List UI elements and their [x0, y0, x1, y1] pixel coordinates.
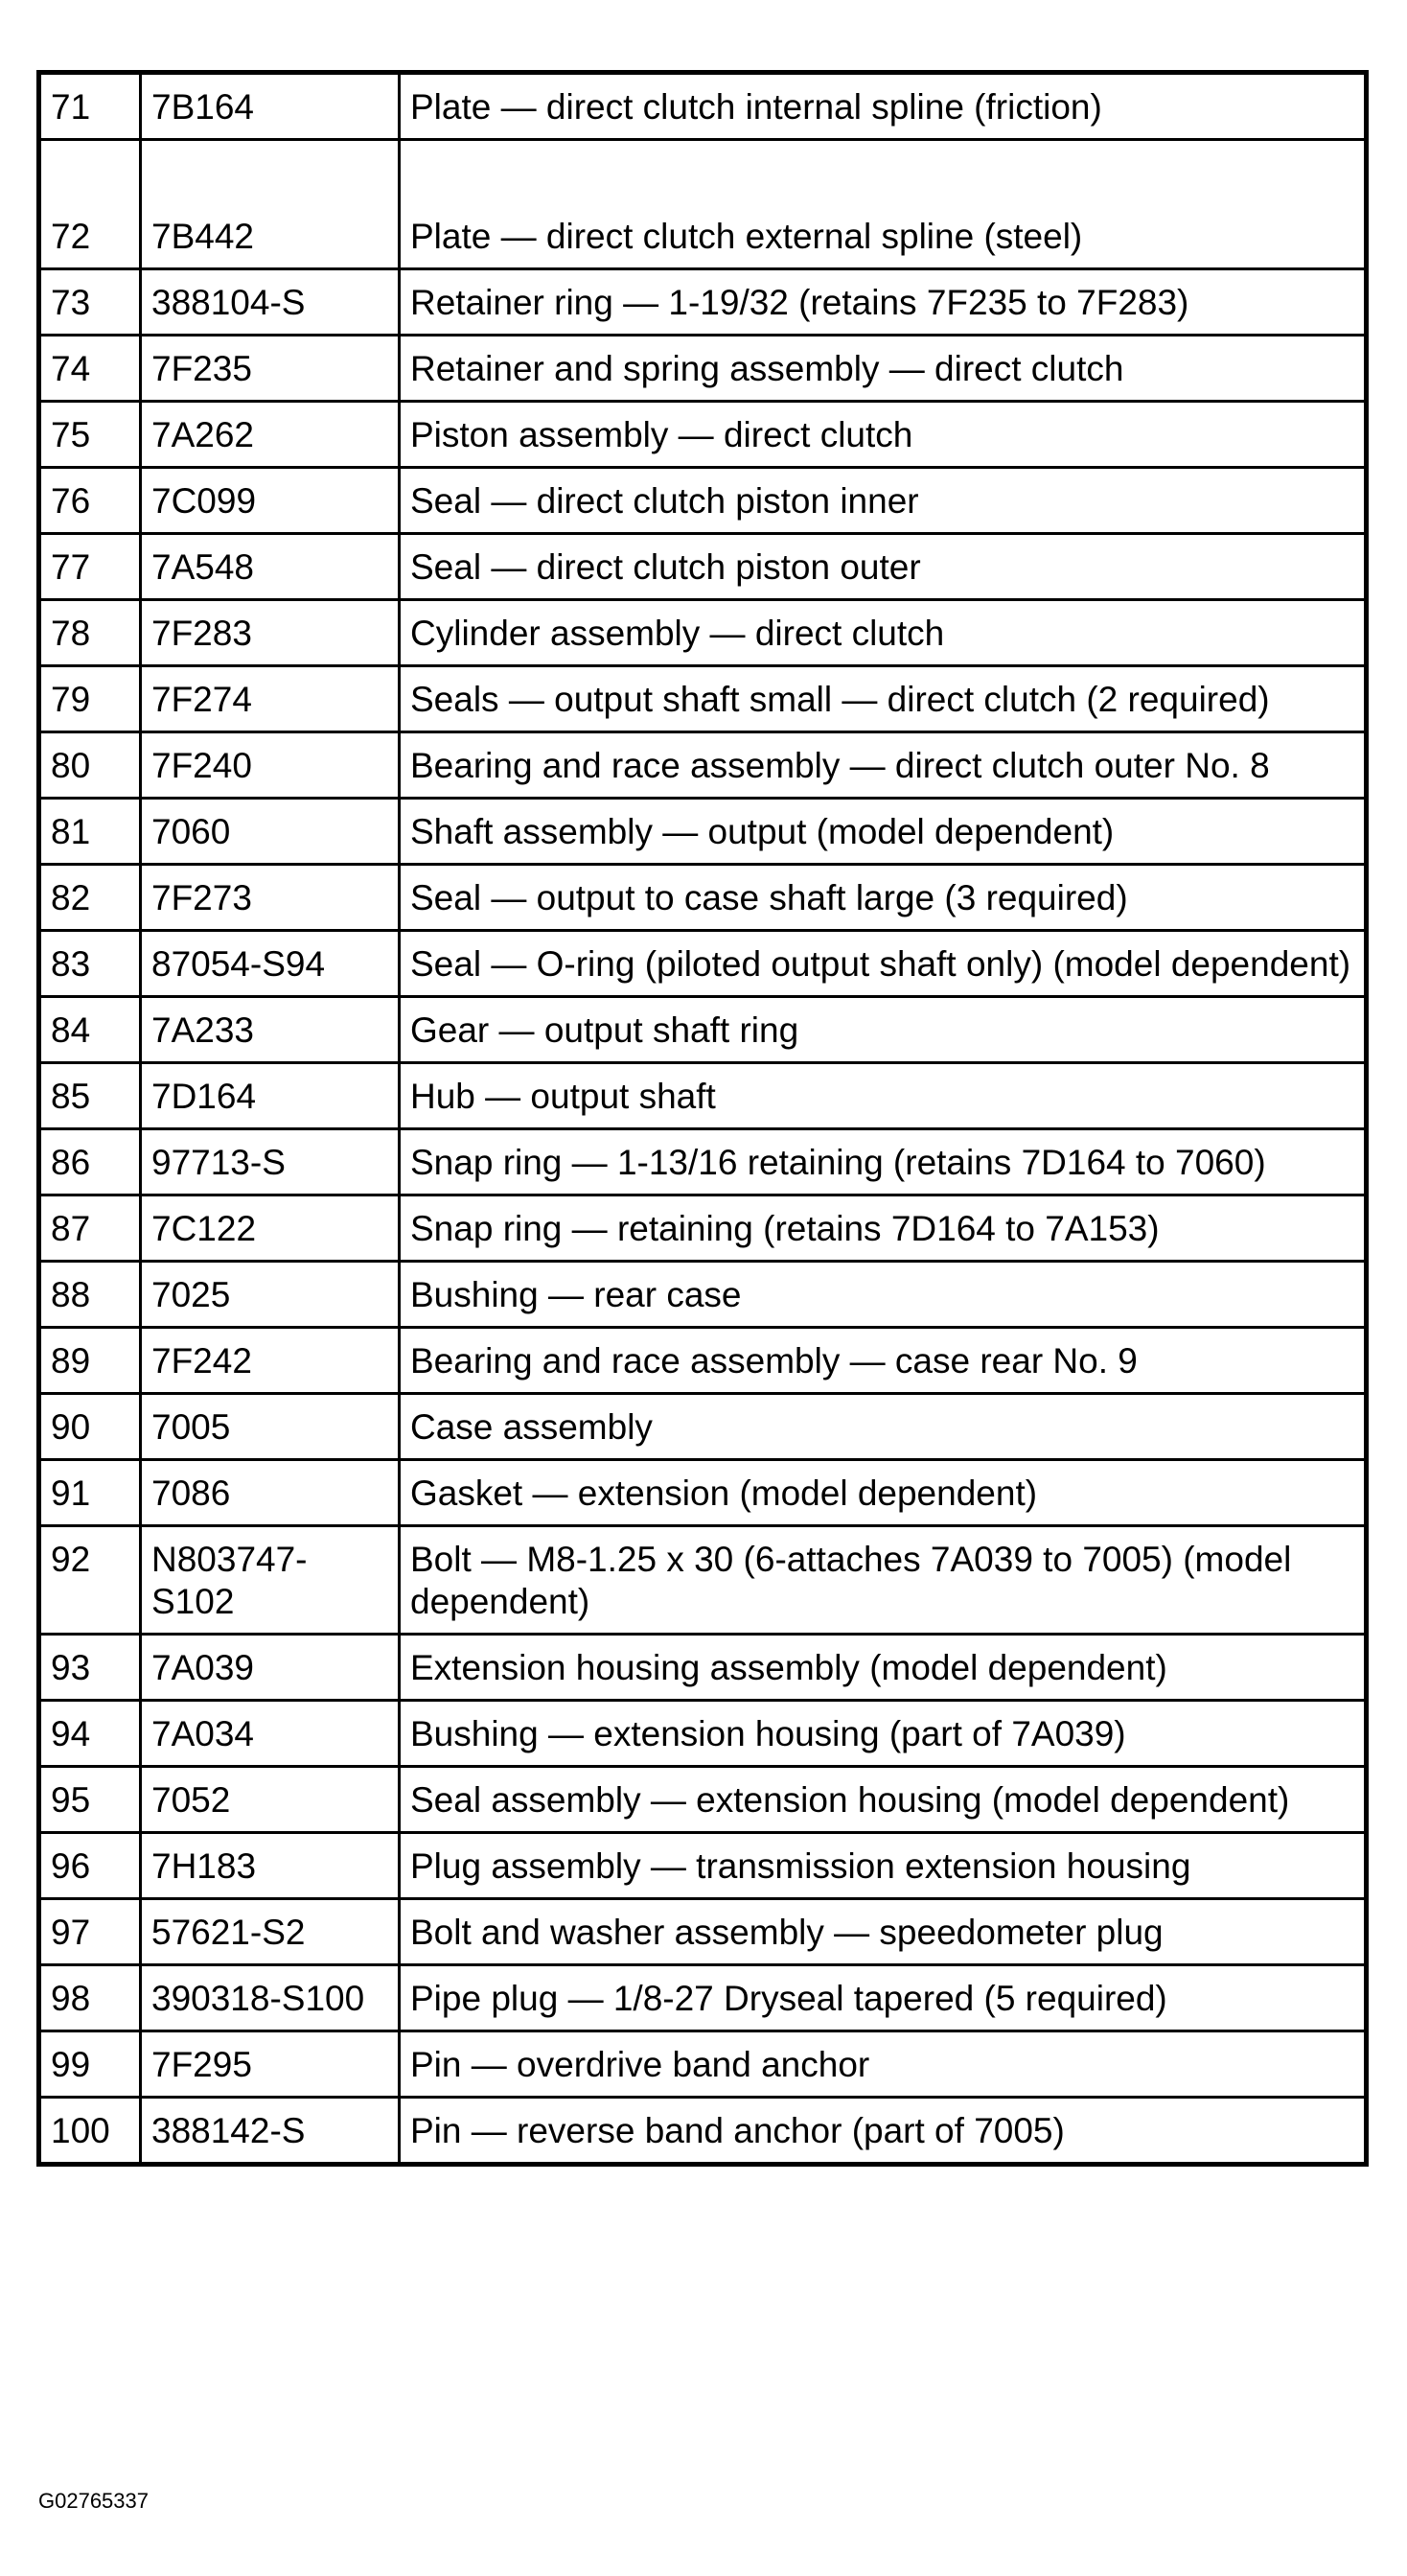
- part-number-cell: 7F274: [141, 666, 400, 732]
- description-cell: Plate — direct clutch internal spline (friction): [400, 73, 1367, 140]
- table-row: [39, 1262, 1367, 1328]
- parts-table: [36, 70, 1369, 2167]
- item-number-cell: 90: [39, 1394, 141, 1460]
- part-number-cell: 7F273: [141, 865, 400, 931]
- description-cell: Shaft assembly — output (model dependent): [400, 799, 1367, 865]
- description-cell: Bushing — extension housing (part of 7A039): [400, 1701, 1367, 1767]
- part-number-cell: 97713-S: [141, 1129, 400, 1195]
- part-number-cell: 7C099: [141, 468, 400, 534]
- item-number-cell: 76: [39, 468, 141, 534]
- description-cell: Retainer and spring assembly — direct clutch: [400, 336, 1367, 402]
- item-number-cell: 82: [39, 865, 141, 931]
- table-row: [39, 2098, 1367, 2165]
- table-row: [39, 1833, 1367, 1899]
- part-number-cell: 7A233: [141, 997, 400, 1063]
- table-row: [39, 865, 1367, 931]
- part-number-cell: 7A548: [141, 534, 400, 600]
- description-cell: Hub — output shaft: [400, 1063, 1367, 1129]
- part-number-cell: 7F240: [141, 732, 400, 799]
- table-row: [39, 1328, 1367, 1394]
- part-number-cell: 7B164: [141, 73, 400, 140]
- part-number-cell: 7A262: [141, 402, 400, 468]
- item-number-cell: 74: [39, 336, 141, 402]
- figure-id: G02765337: [38, 2489, 149, 2513]
- table-row: [39, 336, 1367, 402]
- part-number-cell: 7F235: [141, 336, 400, 402]
- item-number-cell: 79: [39, 666, 141, 732]
- table-row: [39, 666, 1367, 732]
- table-row: [39, 600, 1367, 666]
- part-number-cell: 7025: [141, 1262, 400, 1328]
- part-number-cell: 87054-S94: [141, 931, 400, 997]
- table-row: [39, 1063, 1367, 1129]
- item-number-cell: 86: [39, 1129, 141, 1195]
- description-cell: Seal assembly — extension housing (model dependent): [400, 1767, 1367, 1833]
- part-number-cell: 7F242: [141, 1328, 400, 1394]
- description-cell: Snap ring — retaining (retains 7D164 to 7A153): [400, 1195, 1367, 1262]
- item-number-cell: 88: [39, 1262, 141, 1328]
- part-number-cell: 57621-S2: [141, 1899, 400, 1965]
- table-row: [39, 1767, 1367, 1833]
- part-number-cell: 7B442: [141, 140, 400, 269]
- table-row: [39, 402, 1367, 468]
- description-cell: Bearing and race assembly — direct clutch outer No. 8: [400, 732, 1367, 799]
- description-cell: Seal — output to case shaft large (3 required): [400, 865, 1367, 931]
- item-number-cell: 92: [39, 1526, 141, 1635]
- table-row: [39, 799, 1367, 865]
- item-number-cell: 96: [39, 1833, 141, 1899]
- item-number-cell: 87: [39, 1195, 141, 1262]
- table-row: [39, 2031, 1367, 2098]
- description-cell: Bushing — rear case: [400, 1262, 1367, 1328]
- item-number-cell: 97: [39, 1899, 141, 1965]
- description-cell: Retainer ring — 1-19/32 (retains 7F235 to 7F283): [400, 269, 1367, 336]
- item-number-cell: 89: [39, 1328, 141, 1394]
- table-row: [39, 1394, 1367, 1460]
- item-number-cell: 73: [39, 269, 141, 336]
- item-number-cell: 81: [39, 799, 141, 865]
- description-cell: Gear — output shaft ring: [400, 997, 1367, 1063]
- part-number-cell: 7C122: [141, 1195, 400, 1262]
- parts-table-body: [39, 73, 1367, 2165]
- part-number-cell: 7H183: [141, 1833, 400, 1899]
- description-cell: Plug assembly — transmission extension housing: [400, 1833, 1367, 1899]
- table-row: [39, 534, 1367, 600]
- part-number-cell: 7A039: [141, 1635, 400, 1701]
- part-number-cell: N803747-S102: [141, 1526, 400, 1635]
- table-row: [39, 1635, 1367, 1701]
- description-cell: Seal — O-ring (piloted output shaft only) (model dependent): [400, 931, 1367, 997]
- item-number-cell: 85: [39, 1063, 141, 1129]
- item-number-cell: 75: [39, 402, 141, 468]
- table-row: [39, 468, 1367, 534]
- description-cell: Pin — reverse band anchor (part of 7005): [400, 2098, 1367, 2165]
- table-row: [39, 997, 1367, 1063]
- description-cell: Pipe plug — 1/8-27 Dryseal tapered (5 required): [400, 1965, 1367, 2031]
- table-row: [39, 73, 1367, 140]
- description-cell: Gasket — extension (model dependent): [400, 1460, 1367, 1526]
- part-number-cell: 7D164: [141, 1063, 400, 1129]
- description-cell: Pin — overdrive band anchor: [400, 2031, 1367, 2098]
- part-number-cell: 7005: [141, 1394, 400, 1460]
- part-number-cell: 7086: [141, 1460, 400, 1526]
- part-number-cell: 390318-S100: [141, 1965, 400, 2031]
- item-number-cell: 94: [39, 1701, 141, 1767]
- table-row: [39, 1701, 1367, 1767]
- part-number-cell: 7F295: [141, 2031, 400, 2098]
- description-cell: Plate — direct clutch external spline (steel): [400, 140, 1367, 269]
- item-number-cell: 100: [39, 2098, 141, 2165]
- table-row: [39, 1460, 1367, 1526]
- part-number-cell: 388104-S: [141, 269, 400, 336]
- description-cell: Seal — direct clutch piston inner: [400, 468, 1367, 534]
- table-row: [39, 1195, 1367, 1262]
- part-number-cell: 388142-S: [141, 2098, 400, 2165]
- description-cell: Seals — output shaft small — direct clutch (2 required): [400, 666, 1367, 732]
- item-number-cell: 84: [39, 997, 141, 1063]
- part-number-cell: 7052: [141, 1767, 400, 1833]
- description-cell: Cylinder assembly — direct clutch: [400, 600, 1367, 666]
- item-number-cell: 98: [39, 1965, 141, 2031]
- table-row: [39, 269, 1367, 336]
- table-row: [39, 732, 1367, 799]
- item-number-cell: 78: [39, 600, 141, 666]
- description-cell: Extension housing assembly (model dependent): [400, 1635, 1367, 1701]
- item-number-cell: 91: [39, 1460, 141, 1526]
- description-cell: Seal — direct clutch piston outer: [400, 534, 1367, 600]
- table-row: [39, 931, 1367, 997]
- table-row: [39, 1526, 1367, 1635]
- item-number-cell: 83: [39, 931, 141, 997]
- description-cell: Bearing and race assembly — case rear No. 9: [400, 1328, 1367, 1394]
- description-cell: Case assembly: [400, 1394, 1367, 1460]
- description-cell: Bolt — M8-1.25 x 30 (6-attaches 7A039 to 7005) (model dependent): [400, 1526, 1367, 1635]
- description-cell: Piston assembly — direct clutch: [400, 402, 1367, 468]
- table-row: [39, 140, 1367, 269]
- part-number-cell: 7F283: [141, 600, 400, 666]
- item-number-cell: 99: [39, 2031, 141, 2098]
- table-row: [39, 1899, 1367, 1965]
- part-number-cell: 7A034: [141, 1701, 400, 1767]
- item-number-cell: 72: [39, 140, 141, 269]
- item-number-cell: 71: [39, 73, 141, 140]
- table-row: [39, 1129, 1367, 1195]
- item-number-cell: 80: [39, 732, 141, 799]
- table-row: [39, 1965, 1367, 2031]
- description-cell: Bolt and washer assembly — speedometer plug: [400, 1899, 1367, 1965]
- part-number-cell: 7060: [141, 799, 400, 865]
- item-number-cell: 93: [39, 1635, 141, 1701]
- description-cell: Snap ring — 1-13/16 retaining (retains 7D164 to 7060): [400, 1129, 1367, 1195]
- item-number-cell: 77: [39, 534, 141, 600]
- item-number-cell: 95: [39, 1767, 141, 1833]
